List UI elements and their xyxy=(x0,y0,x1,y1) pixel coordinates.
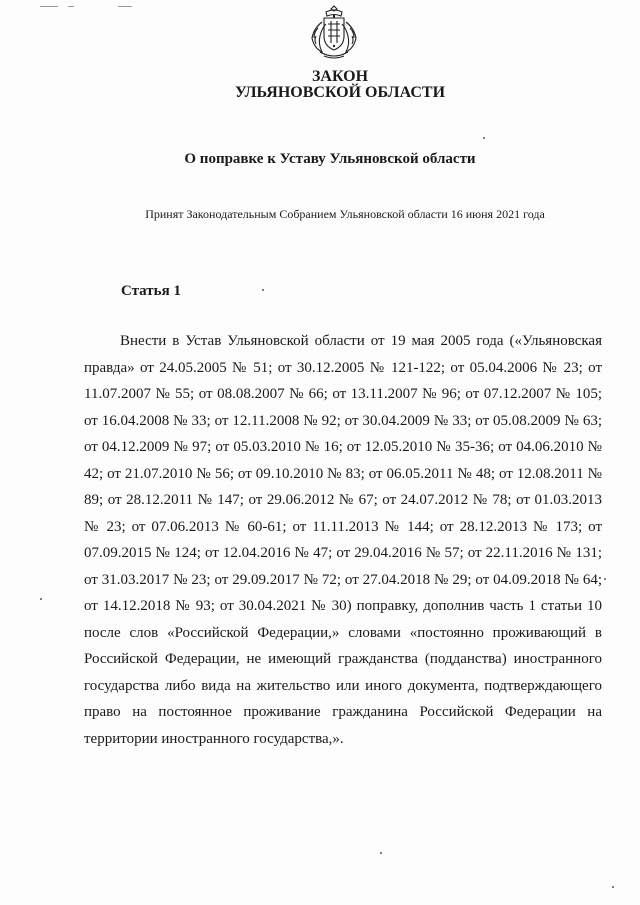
scan-speck xyxy=(262,289,264,291)
region-title: УЛЬЯНОВСКОЙ ОБЛАСТИ xyxy=(234,84,446,101)
law-title: ЗАКОН xyxy=(311,68,369,85)
article-body: Внести в Устав Ульяновской области от 19 мая 2005 года («Ульяновская правда» от 24.05.2005 № 51; от 30.12.2005 № 121-122; от 05.04.2006 № 23; от 11.07.2007 № 55; от 08.08.2007 № 66; от 13.11.2007 № 96; от 07.12.2007 № 105; от 16.04.2008 № 33; от 12.11.2008 № 92; от 30.04.2009 № 33; от 05.08.2009 № 63; от 04.12.2009 № 97; от 05.03.2010 № 16; от 12.05.2010 № 35-36; от 04.06.2010 № 42; от 21.07.2010 № 56; от 09.10.2010 № 83; от 06.05.2011 № 48; от 12.08.2011 № 89; от 28.12.2011 № 147; от 29.06.2012 № 67; от 24.07.2012 № 78; от 01.03.2013 № 23; от 07.06.2013 № 60-61; от 11.11.2013 № 144; от 28.12.2013 № 173; от 07.09.2015 № 124; от 12.04.2016 № 47; от 29.04.2016 № 57; от 22.11.2016 № 131; от 31.03.2017 № 23; от 29.09.2017 № 72; от 27.04.2018 № 29; от 04.09.2018 № 64; от 14.12.2018 № 93; от 30.04.2021 № 30) поправку, дополнив часть 1 статьи 10 после слов «Российской Федерации,» словами «постоянно проживающий в Российской Федерации, не имеющий гражданства (подданства) иностранного государства либо вида на жительство или иного документа, подтверждающего право на постоянное проживание гражданина Российской Федерации на территории иностранного государства,». xyxy=(84,333,602,747)
scan-edge-mark xyxy=(68,6,74,7)
scan-edge-mark xyxy=(118,6,132,7)
scan-speck xyxy=(604,578,606,580)
scan-speck xyxy=(612,886,614,888)
scan-edge-mark xyxy=(40,6,58,7)
law-subject: О поправке к Уставу Ульяновской области xyxy=(184,151,476,167)
scan-speck xyxy=(40,598,42,600)
article-heading: Статья 1 xyxy=(121,283,181,299)
scan-speck xyxy=(380,852,382,854)
adoption-note: Принят Законодательным Собранием Ульяновской области 16 июня 2021 года xyxy=(145,207,545,221)
coat-of-arms-icon xyxy=(300,2,368,62)
scan-speck xyxy=(483,137,485,139)
